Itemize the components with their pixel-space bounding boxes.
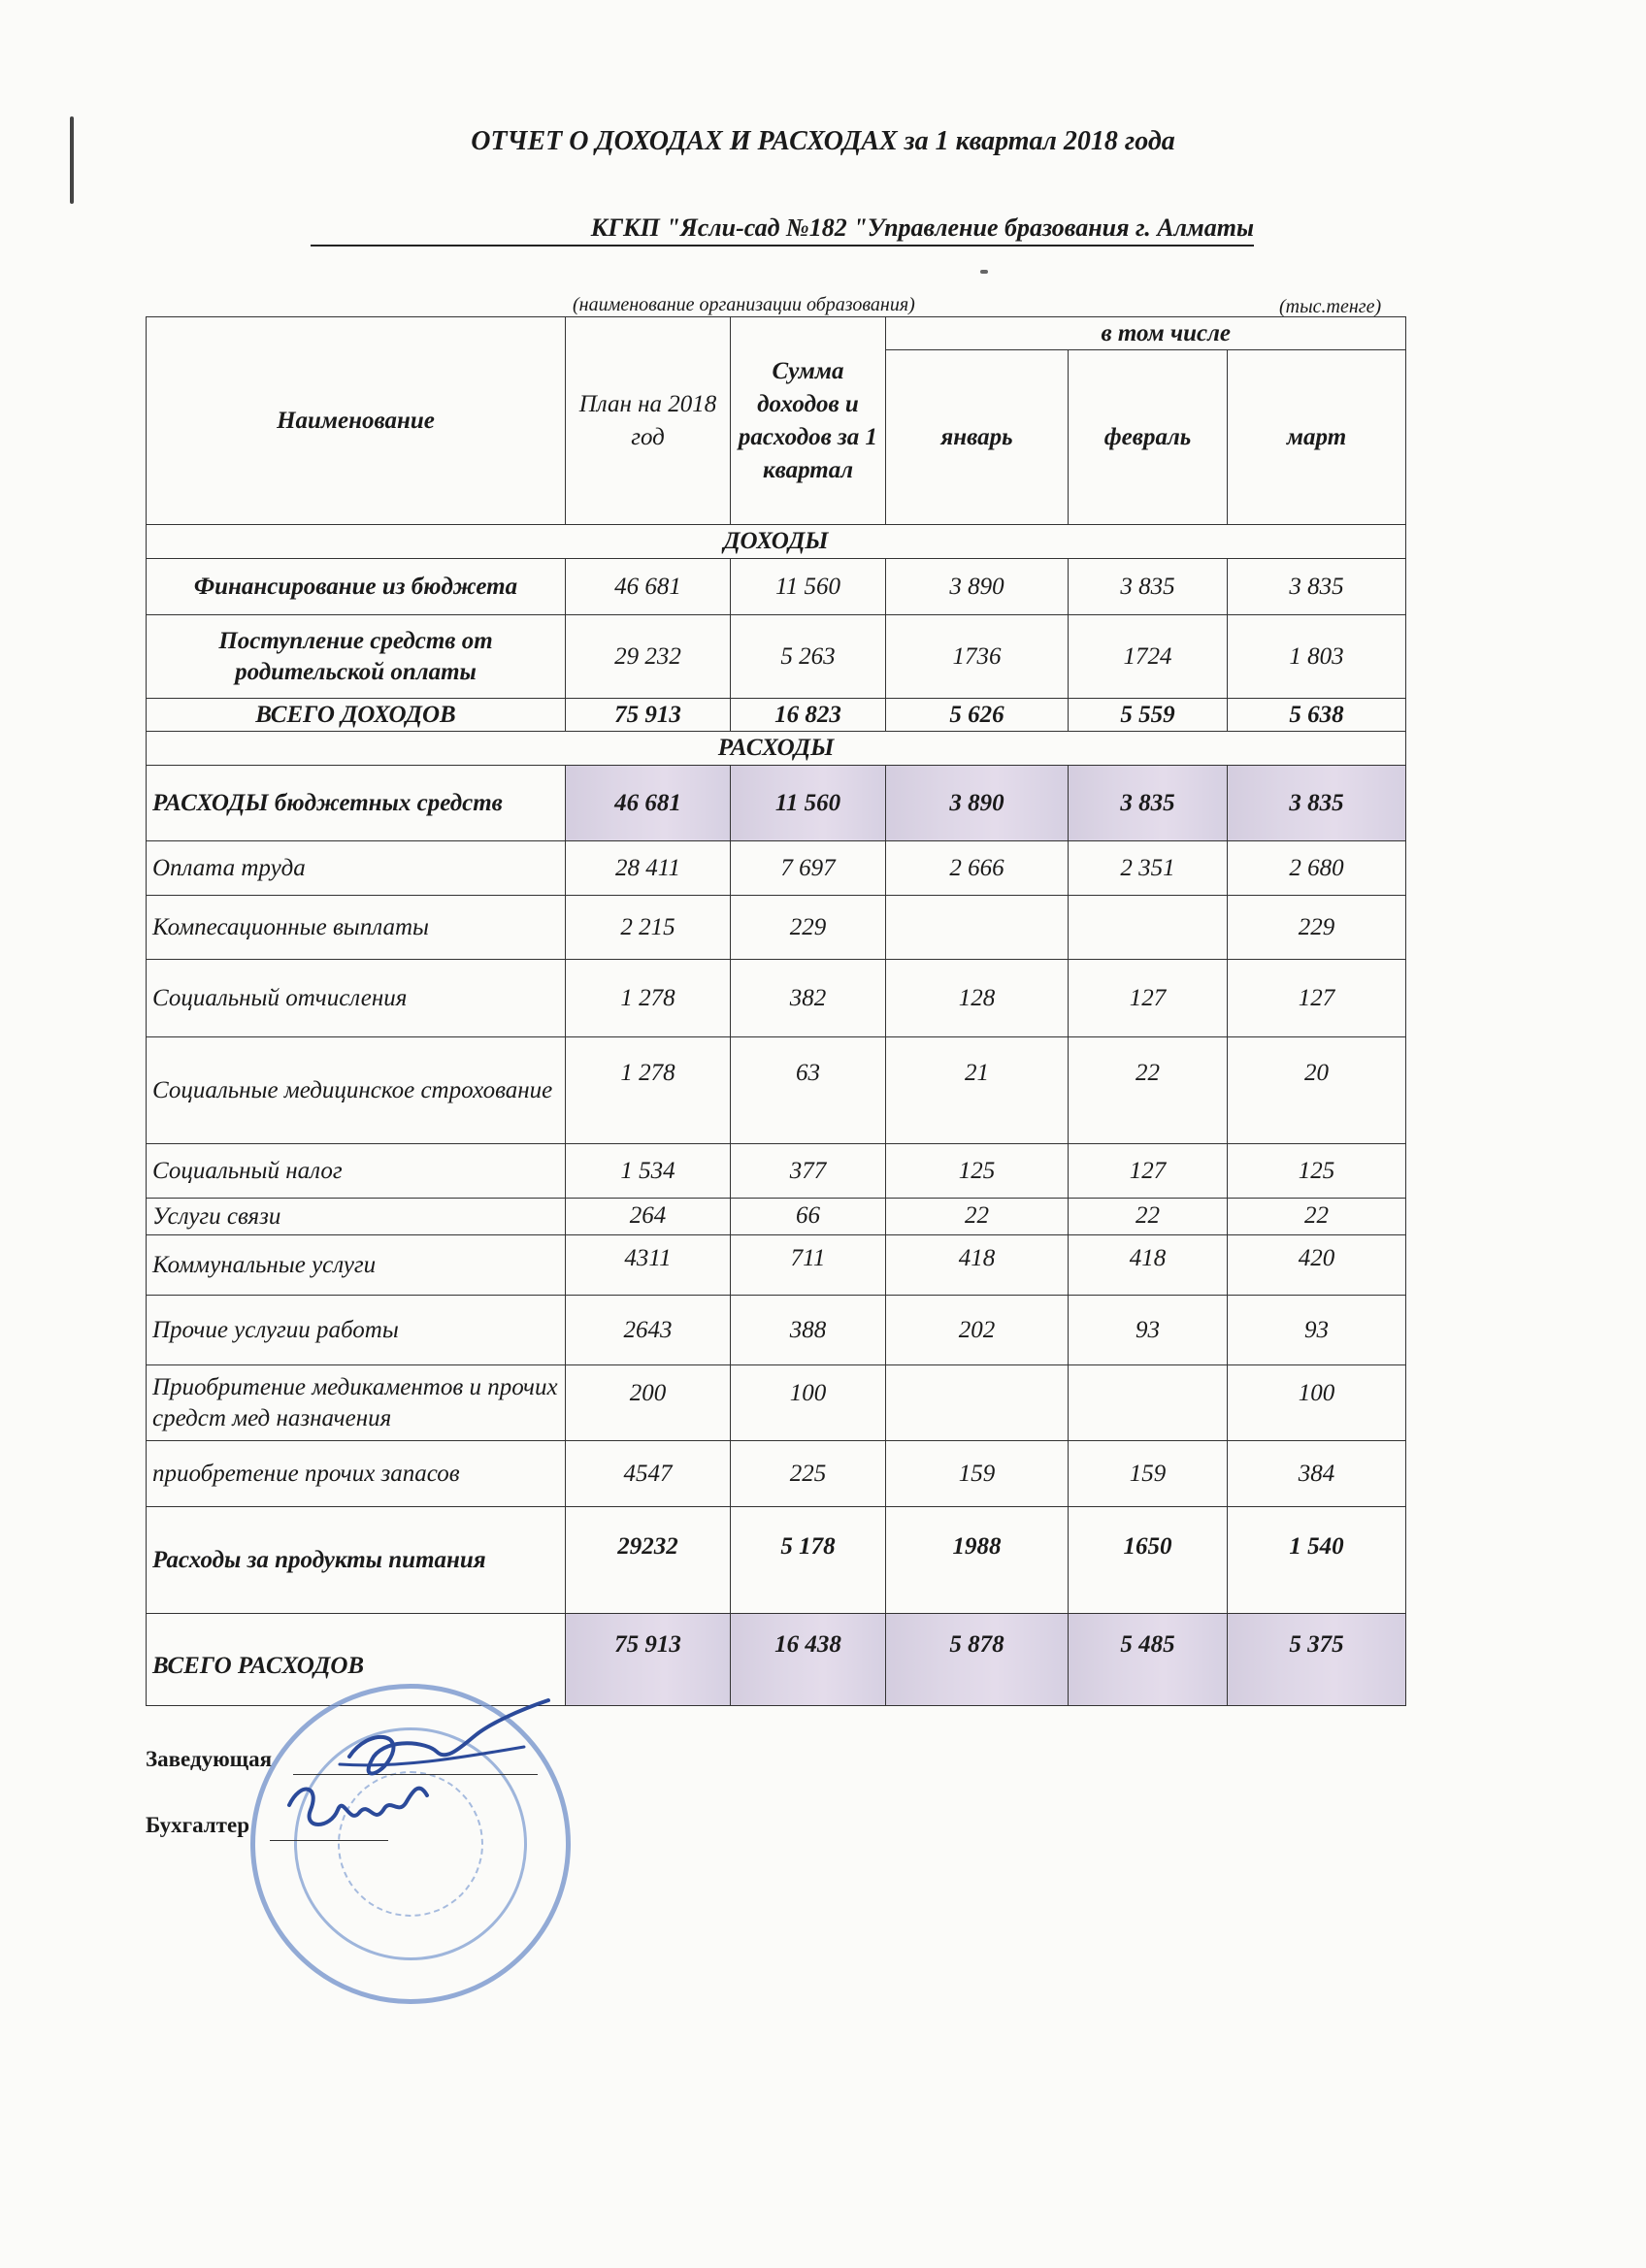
cell-mar: 229 [1228,896,1406,960]
head-signature-label: Заведующая [146,1747,273,1771]
cell-jan: 1736 [886,615,1069,699]
cell-feb: 127 [1069,960,1228,1037]
accountant-signature-label: Бухгалтер [146,1813,249,1837]
cell-plan: 29 232 [566,615,731,699]
cell-plan: 4311 [566,1235,731,1296]
col-plan-header: План на 2018 год [566,317,731,525]
cell-jan: 125 [886,1144,1069,1199]
handwritten-signatures [281,1689,573,1873]
row-name: Прочие услугии работы [147,1296,566,1365]
table-row [147,1199,1406,1235]
cell-plan: 1 534 [566,1144,731,1199]
cell-jan: 2 666 [886,841,1069,896]
cell-jan: 3 890 [886,559,1069,615]
accountant-signature [289,1789,427,1824]
col-group-header: в том числе [886,317,1406,350]
cell-plan: 1 278 [566,960,731,1037]
col-sum-header: Сумма доходов и расходов за 1 квартал [731,317,886,525]
cell-jan: 3 890 [886,766,1069,841]
organization-caption: (наименование организации образования) [573,294,915,315]
cell-sum: 16 438 [731,1614,886,1706]
cell-mar: 5 375 [1228,1614,1406,1706]
col-feb-header: февраль [1069,350,1228,525]
cell-jan: 5 626 [886,699,1069,732]
table-row [147,615,1406,699]
units-label: (тыс.тенге) [1279,296,1382,317]
cell-feb: 5 559 [1069,699,1228,732]
cell-jan [886,896,1069,960]
cell-plan: 46 681 [566,766,731,841]
cell-feb: 3 835 [1069,559,1228,615]
cell-sum: 388 [731,1296,886,1365]
table-row [147,896,1406,960]
cell-jan: 21 [886,1037,1069,1144]
table-row [147,1144,1406,1199]
cell-plan: 1 278 [566,1037,731,1144]
cell-plan: 46 681 [566,559,731,615]
cell-mar: 127 [1228,960,1406,1037]
table-row [147,559,1406,615]
cell-feb [1069,1365,1228,1441]
cell-sum: 100 [731,1365,886,1441]
head-signature [349,1700,548,1774]
cell-mar: 2 680 [1228,841,1406,896]
cell-mar: 1 803 [1228,615,1406,699]
row-name: ВСЕГО РАСХОДОВ [147,1614,566,1706]
cell-plan: 200 [566,1365,731,1441]
table-row [147,1235,1406,1296]
cell-mar: 22 [1228,1199,1406,1235]
cell-plan: 2643 [566,1296,731,1365]
table-row [147,1507,1406,1614]
cell-sum: 5 263 [731,615,886,699]
cell-mar: 3 835 [1228,559,1406,615]
cell-sum: 711 [731,1235,886,1296]
cell-jan: 128 [886,960,1069,1037]
row-name: Коммунальные услуги [147,1235,566,1296]
cell-jan: 1988 [886,1507,1069,1614]
col-jan-header: январь [886,350,1069,525]
table-row [147,1365,1406,1441]
cell-plan: 4547 [566,1441,731,1507]
section-expense: РАСХОДЫ [147,732,1406,766]
cell-sum: 7 697 [731,841,886,896]
cell-feb: 93 [1069,1296,1228,1365]
cell-sum: 11 560 [731,766,886,841]
cell-sum: 63 [731,1037,886,1144]
cell-sum: 11 560 [731,559,886,615]
cell-mar: 1 540 [1228,1507,1406,1614]
cell-feb: 2 351 [1069,841,1228,896]
cell-plan: 264 [566,1199,731,1235]
row-name: Социальный налог [147,1144,566,1199]
row-name: Услуги связи [147,1199,566,1235]
cell-feb: 159 [1069,1441,1228,1507]
cell-mar: 384 [1228,1441,1406,1507]
cell-sum: 382 [731,960,886,1037]
scan-speck [980,270,988,274]
table-row [147,841,1406,896]
table-row [147,1037,1406,1144]
cell-mar: 100 [1228,1365,1406,1441]
cell-feb: 5 485 [1069,1614,1228,1706]
section-income: ДОХОДЫ [147,525,1406,559]
cell-plan: 2 215 [566,896,731,960]
cell-feb: 1650 [1069,1507,1228,1614]
report-title: ОТЧЕТ О ДОХОДАХ И РАСХОДАХ за 1 квартал 2018 года [471,126,1175,156]
cell-mar: 5 638 [1228,699,1406,732]
row-name: Социальные медицинское строхование [147,1037,566,1144]
cell-jan: 202 [886,1296,1069,1365]
cell-sum: 229 [731,896,886,960]
row-name: Компесационные выплаты [147,896,566,960]
col-name-header: Наименование [147,317,566,525]
cell-feb: 418 [1069,1235,1228,1296]
cell-mar: 20 [1228,1037,1406,1144]
cell-jan: 5 878 [886,1614,1069,1706]
row-name: РАСХОДЫ бюджетных средств [147,766,566,841]
cell-jan: 22 [886,1199,1069,1235]
cell-sum: 66 [731,1199,886,1235]
cell-plan: 75 913 [566,699,731,732]
row-name: Поступление средств от родительской оплаты [147,615,566,699]
table-row [147,1296,1406,1365]
row-name: Приобритение медикаментов и прочих средст мед назначения [147,1365,566,1441]
cell-mar: 3 835 [1228,766,1406,841]
row-name: ВСЕГО ДОХОДОВ [147,699,566,732]
cell-jan: 159 [886,1441,1069,1507]
cell-mar: 125 [1228,1144,1406,1199]
row-name: Финансирование из бюджета [147,559,566,615]
cell-mar: 93 [1228,1296,1406,1365]
row-name: Социальный отчисления [147,960,566,1037]
cell-sum: 5 178 [731,1507,886,1614]
section-income-row [147,525,1406,559]
cell-mar: 420 [1228,1235,1406,1296]
cell-jan: 418 [886,1235,1069,1296]
cell-feb: 1724 [1069,615,1228,699]
col-mar-header: март [1228,350,1406,525]
cell-feb: 3 835 [1069,766,1228,841]
header-row-1 [147,317,1406,350]
cell-feb: 22 [1069,1199,1228,1235]
table-row [147,960,1406,1037]
cell-sum: 225 [731,1441,886,1507]
row-name: Оплата труда [147,841,566,896]
report-table [146,316,1406,1706]
cell-plan: 75 913 [566,1614,731,1706]
row-name: Расходы за продукты питания [147,1507,566,1614]
income-total-row [147,699,1406,732]
cell-sum: 16 823 [731,699,886,732]
cell-sum: 377 [731,1144,886,1199]
cell-jan [886,1365,1069,1441]
cell-feb: 22 [1069,1037,1228,1144]
cell-plan: 28 411 [566,841,731,896]
table-row [147,766,1406,841]
cell-plan: 29232 [566,1507,731,1614]
row-name: приобретение прочих запасов [147,1441,566,1507]
section-expense-row [147,732,1406,766]
cell-feb [1069,896,1228,960]
cell-feb: 127 [1069,1144,1228,1199]
table-row [147,1441,1406,1507]
organization-name: КГКП "Ясли-сад №182 "Управление бразования г. Алматы [311,212,1254,247]
